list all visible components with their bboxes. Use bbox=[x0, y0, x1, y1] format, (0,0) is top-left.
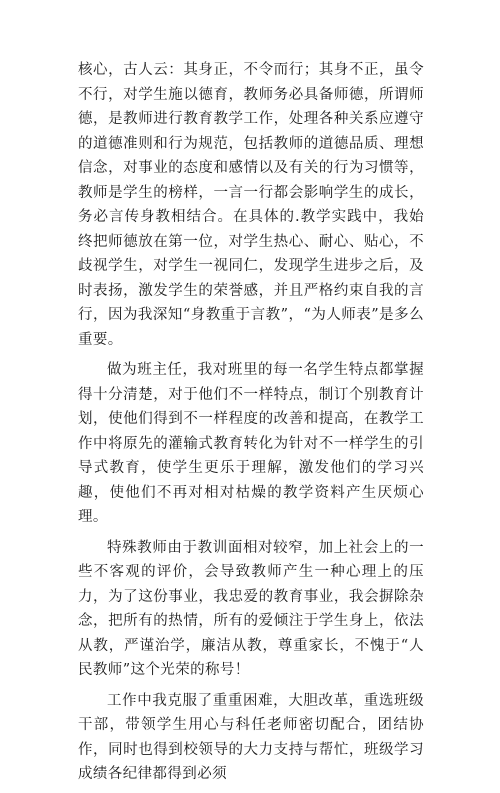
paragraph-head-teacher: 做为班主任，我对班里的每一名学生特点都掌握得十分清楚，对于他们不一样特点，制订个别教育计划，使他们得到不一样程度的改善和提高，在教学工作中将原先的灌输式教育转化为针对不一样学生的引导式教育，使学生更乐于理解，激发他们的学习兴趣，使他们不再对相对枯燥的教学资料产生厌烦心理。 bbox=[78, 362, 424, 525]
paragraph-special-teacher: 特殊教师由于教训面相对较窄，加上社会上的一些不客观的评价，会导致教师产生一种心理上的压力，为了这份事业，我忠爱的教育事业，我会摒除杂念，把所有的热情，所有的爱倾注于学生身上，依法从教，严谨治学，廉洁从教，尊重家长，不愧于“人民教师”这个光荣的称号！ bbox=[78, 539, 424, 678]
paragraph-work-summary: 工作中我克服了重重困难，大胆改革，重选班级干部，带领学生用心与科任老师密切配合，团结协作，同时也得到校领导的大力支持与帮忙，班级学习成绩各纪律都得到必须 bbox=[78, 692, 424, 782]
document-body bbox=[78, 58, 424, 793]
paragraph-continued: 核心，古人云：其身正，不令而行；其身不正，虽令不行，对学生施以德育，教师务必具备师德，所谓师德，是教师进行教育教学工作，处理各种关系应遵守的道德准则和行为规范，包括教师的道德品质、理想信念，对事业的态度和感情以及有关的行为习惯等，教师是学生的榜样，一言一行都会影响学生的成长，务必言传身教相结合。在具体的.教学实践中，我始终把师德放在第一位，对学生热心、耐心、贴心，不歧视学生，对学生一视同仁，发现学生进步之后，及时表扬，激发学生的荣誉感，并且严格约束自我的言行，因为我深知“身教重于言教”，“为人师表”是多么重要。 bbox=[78, 62, 424, 348]
